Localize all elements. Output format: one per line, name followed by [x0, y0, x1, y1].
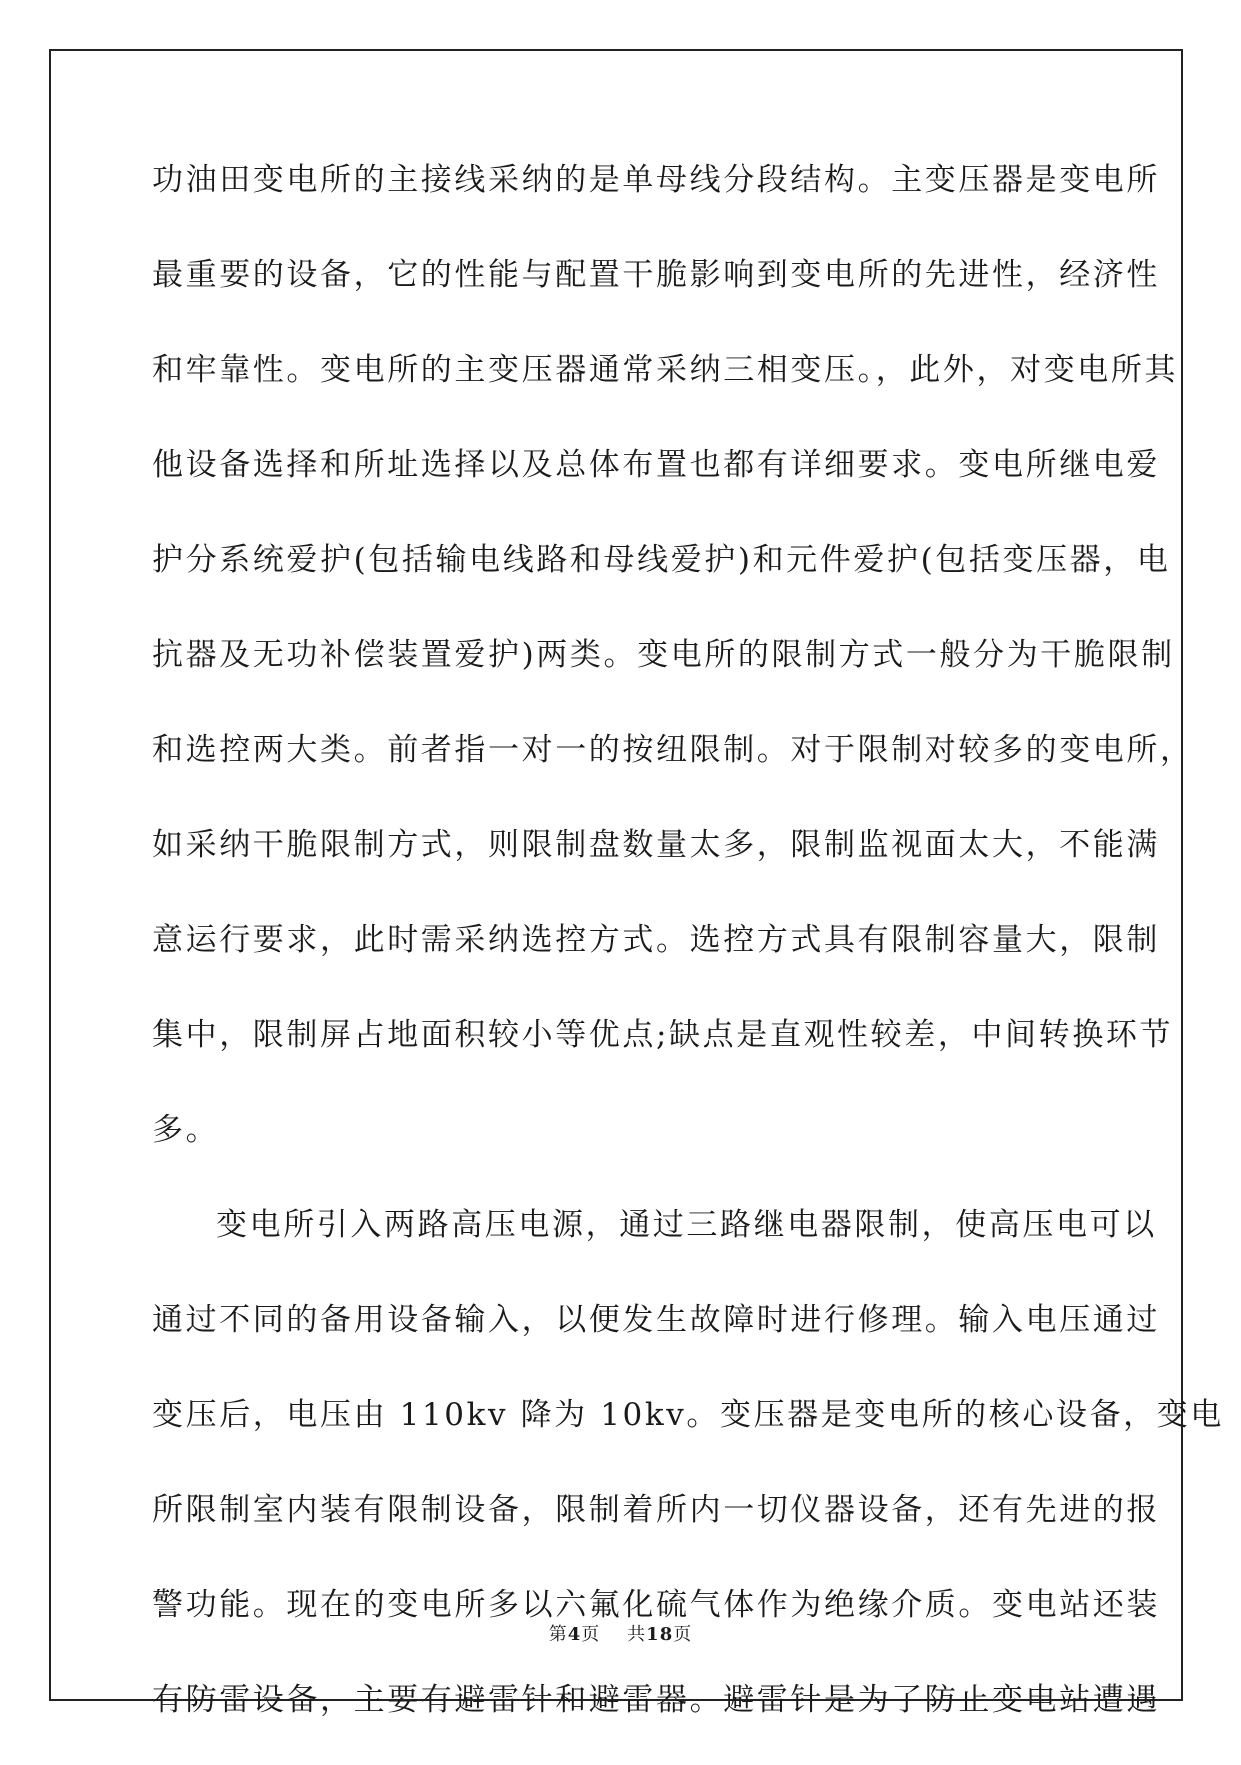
text-line: 有防雷设备，主要有避雷针和避雷器。避雷针是为了防止变电站遭遇: [152, 1682, 1160, 1718]
text-line: 多。: [152, 1112, 220, 1148]
text-line: 他设备选择和所址选择以及总体布置也都有详细要求。变电所继电爱: [152, 447, 1160, 483]
text-line: 集中，限制屏占地面积较小等优点;缺点是直观性较差，中间转换环节: [152, 1017, 1174, 1053]
text-line: 最重要的设备，它的性能与配置干脆影响到变电所的先进性，经济性: [152, 257, 1160, 293]
paragraph-first-line: 变电所引入两路高压电源，通过三路继电器限制，使高压电可以: [216, 1207, 1157, 1243]
text-line: 护分系统爱护(包括输电线路和母线爱护)和元件爱护(包括变压器，电: [152, 542, 1171, 578]
text-line: 抗器及无功补偿装置爱护)两类。变电所的限制方式一般分为干脆限制: [152, 637, 1175, 673]
body-text: [152, 150, 1224, 1765]
text-line: 如采纳干脆限制方式，则限制盘数量太多，限制监视面太大，不能满: [152, 827, 1160, 863]
page-footer: [0, 1620, 1241, 1646]
footer-total-unit: 页: [673, 1624, 693, 1645]
footer-prefix: 第: [548, 1624, 568, 1645]
text-line: 功油田变电所的主接线采纳的是单母线分段结构。主变压器是变电所: [152, 162, 1160, 198]
text-line: 所限制室内装有限制设备，限制着所内一切仪器设备，还有先进的报: [152, 1492, 1160, 1528]
text-line: 警功能。现在的变电所多以六氟化硫气体作为绝缘介质。变电站还装: [152, 1587, 1160, 1623]
text-line: 通过不同的备用设备输入，以便发生故障时进行修理。输入电压通过: [152, 1302, 1160, 1338]
text-line: 和牢靠性。变电所的主变压器通常采纳三相变压。，此外，对变电所其: [152, 352, 1179, 388]
text-line: 变压后，电压由 110kv 降为 10kv。变压器是变电所的核心设备，变电: [152, 1397, 1224, 1433]
footer-page-number: 4: [567, 1624, 582, 1645]
text-line: 意运行要求，此时需采纳选控方式。选控方式具有限制容量大，限制: [152, 922, 1160, 958]
text-line: 和选控两大类。前者指一对一的按纽限制。对于限制对较多的变电所，: [152, 732, 1194, 768]
footer-total-prefix: 共: [627, 1624, 647, 1645]
footer-page-unit: 页: [581, 1624, 601, 1645]
footer-total-pages: 18: [646, 1624, 674, 1645]
